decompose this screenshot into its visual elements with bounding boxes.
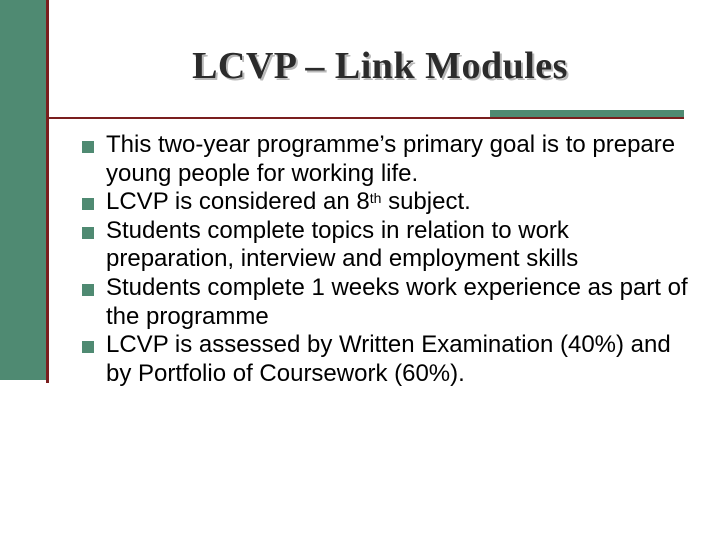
- bullet-item: [82, 274, 692, 331]
- slide-title: LCVP – Link Modules: [192, 45, 568, 87]
- bullet-text: LCVP is considered an 8: [106, 188, 370, 216]
- bullet-item: [82, 217, 692, 274]
- bullet-item: [82, 331, 692, 388]
- bullet-text: LCVP is assessed by Written Examination (40%) and by Portfolio of Coursework (60%).: [106, 331, 671, 387]
- bullet-text: Students complete 1 weeks work experience as part of the programme: [106, 273, 688, 330]
- bullet-text: This two-year programme’s primary goal is to prepare young people for working life.: [106, 131, 676, 187]
- bullet-item: [82, 131, 692, 188]
- title-divider-line: [46, 117, 684, 119]
- bullet-list: [82, 131, 692, 388]
- square-bullet-icon: [82, 341, 94, 353]
- bullet-text: Students complete topics in relation to work preparation, interview and employment skills: [106, 216, 579, 273]
- title-divider-block: [490, 110, 684, 117]
- square-bullet-icon: [82, 284, 94, 296]
- side-accent-bar: [0, 0, 46, 380]
- square-bullet-icon: [82, 198, 94, 210]
- side-accent-edge: [46, 0, 49, 383]
- bullet-text-tail: subject.: [381, 188, 471, 216]
- square-bullet-icon: [82, 141, 94, 153]
- square-bullet-icon: [82, 227, 94, 239]
- bullet-superscript: th: [369, 190, 382, 207]
- bullet-item: [82, 188, 692, 217]
